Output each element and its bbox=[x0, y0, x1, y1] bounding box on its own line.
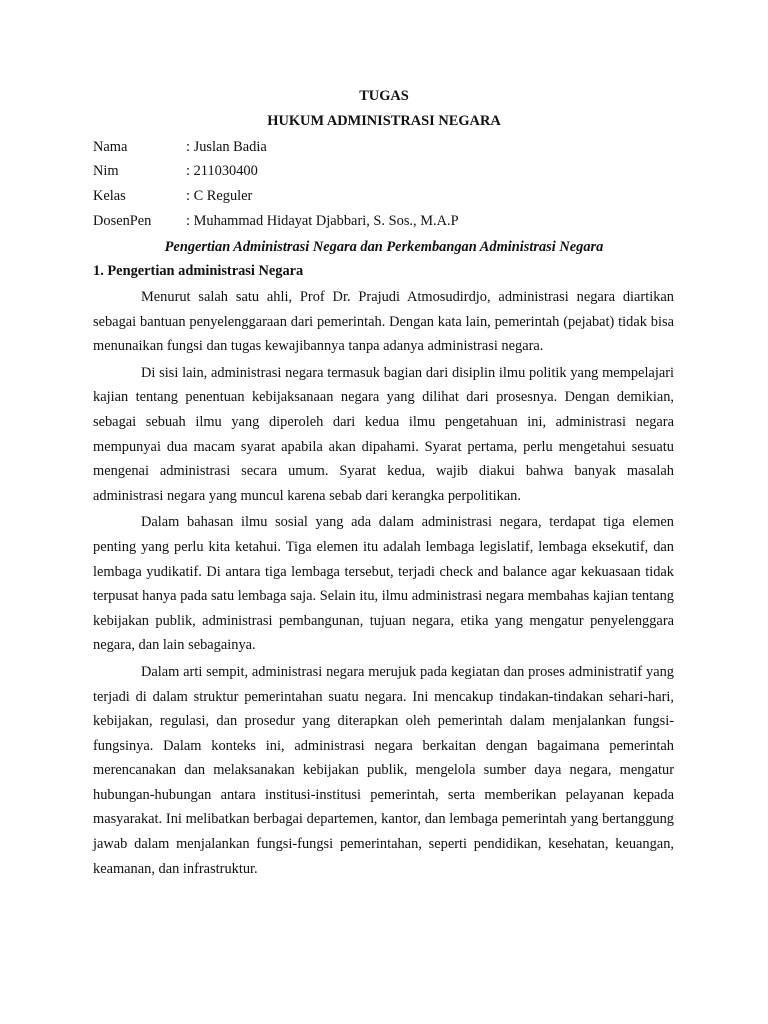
info-value: : 211030400 bbox=[186, 163, 258, 179]
info-label: Nama bbox=[93, 139, 128, 155]
course-title: HUKUM ADMINISTRASI NEGARA bbox=[267, 113, 501, 129]
info-label: Nim bbox=[93, 163, 119, 179]
document-subtitle: Pengertian Administrasi Negara dan Perkembangan Administrasi Negara bbox=[164, 239, 604, 255]
paragraph: Menurut salah satu ahli, Prof Dr. Prajudi Atmosudirdjo, administrasi negara diartikan sebagai bantuan penyelenggaraan dari pemerintah. Dengan kata lain, pemerintah (pejabat) tidak bisa menunaikan fungsi dan tugas kewajibannya tanpa adanya administrasi negara. bbox=[93, 289, 674, 355]
info-label: DosenPen bbox=[93, 213, 152, 229]
section-heading: 1. Pengertian administrasi Negara bbox=[93, 263, 304, 279]
info-value: : Juslan Badia bbox=[186, 139, 267, 155]
body-text bbox=[93, 285, 674, 883]
info-value: : C Reguler bbox=[186, 188, 253, 204]
paragraph: Dalam arti sempit, administrasi negara merujuk pada kegiatan dan proses administratif yang terjadi di dalam struktur pemerintahan suatu negara. Ini mencakup tindakan-tindakan sehari-hari, kebijakan, regulasi, dan prosedur yang diterapkan oleh pemerintah dalam menjalankan fungsi-fungsinya. Dalam konteks ini, administrasi negara berkaitan dengan bagaimana pemerintah merencanakan dan melaksanakan kebijakan publik, mengelola sumber daya negara, mengatur hubungan-hubungan antara institusi-institusi pemerintah, serta memberikan pelayanan kepada masyarakat. Ini melibatkan berbagai departemen, kantor, dan lembaga pemerintah yang bertanggung jawab dalam menjalankan fungsi-fungsi pemerintahan, seperti pendidikan, kesehatan, keuangan, keamanan, dan infrastruktur. bbox=[93, 663, 674, 877]
document-title: TUGAS bbox=[359, 88, 409, 104]
paragraph: Di sisi lain, administrasi negara termasuk bagian dari disiplin ilmu politik yang mempelajari kajian tentang penentuan kebijaksanaan negara yang dilihat dari prosesnya. Dengan demikian, sebagai sebuah ilmu yang diperoleh dari kedua ilmu pengetahuan ini, administrasi negara mempunyai dua macam syarat apabila akan dipahami. Syarat pertama, perlu mengetahui sesuatu mengenai administrasi secara umum. Syarat kedua, wajib diakui bahwa banyak masalah administrasi negara yang muncul karena sebab dari kerangka perpolitikan. bbox=[93, 364, 674, 504]
info-label: Kelas bbox=[93, 188, 126, 204]
info-value: : Muhammad Hidayat Djabbari, S. Sos., M.A.P bbox=[186, 213, 459, 229]
paragraph: Dalam bahasan ilmu sosial yang ada dalam administrasi negara, terdapat tiga elemen penting yang perlu kita ketahui. Tiga elemen itu adalah lembaga legislatif, lembaga eksekutif, dan lembaga yudikatif. Di antara tiga lembaga tersebut, terjadi check and balance agar kekuasaan tidak terpusat hanya pada satu lembaga saja. Selain itu, ilmu administrasi negara membahas kajian tentang kebijakan publik, administrasi pembangunan, tujuan negara, etika yang mengatur penyelenggara negara, dan lain sebagainya. bbox=[93, 514, 674, 654]
